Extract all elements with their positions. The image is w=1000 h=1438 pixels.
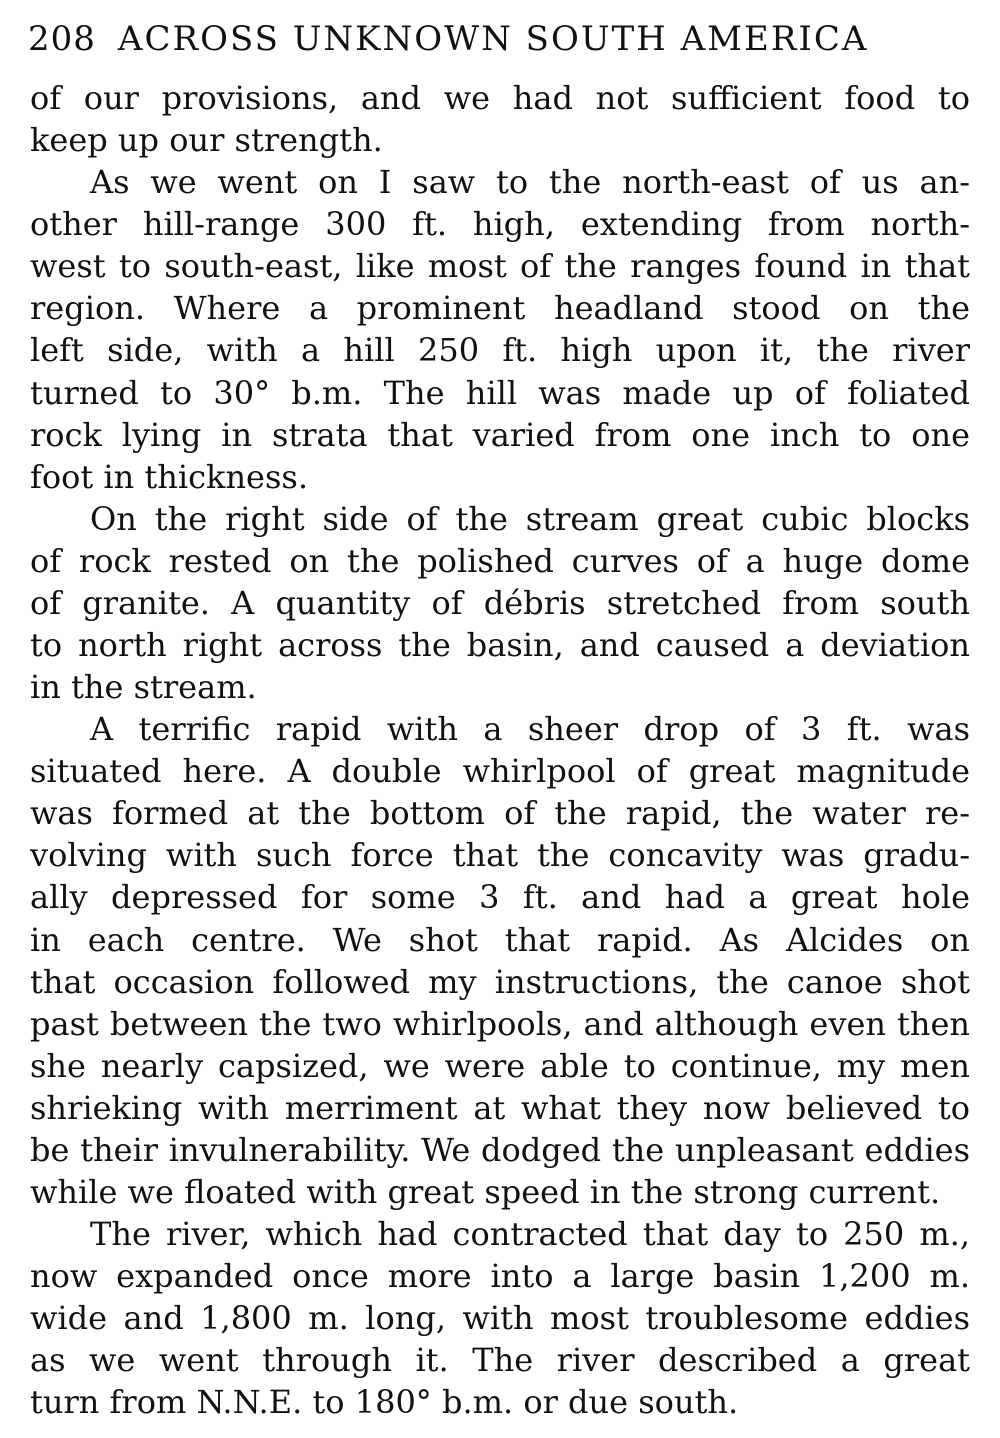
running-head [28,14,968,64]
text-line: other hill-range 300 ft. high, extending from north- [30,205,970,244]
text-line: rock lying in strata that varied from one inch to one [30,415,970,454]
text-line: in each centre. We shot that rapid. As Alcides on [30,920,970,959]
text-line: be their invulnerability. We dodged the unpleasant eddies [30,1130,970,1169]
paragraph-first-line: On the right side of the stream great cubic blocks [90,499,970,538]
page-number: 208 [28,19,96,59]
text-line: foot in thickness. [30,457,308,496]
running-title: ACROSS UNKNOWN SOUTH AMERICA [117,19,869,59]
text-line: now expanded once more into a large basin 1,200 m. [30,1257,970,1296]
text-line: volving with such force that the concavity was gradu- [30,836,970,875]
text-line: of rock rested on the polished curves of a huge dome [30,541,970,580]
text-line: shrieking with merriment at what they now believed to [30,1088,970,1127]
text-line: ally depressed for some 3 ft. and had a great hole [30,878,970,917]
text-line: of our provisions, and we had not sufficient food to [30,79,970,117]
text-line: was formed at the bottom of the rapid, the water re- [30,794,970,833]
text-line: while we floated with great speed in the strong current. [30,1173,941,1212]
text-line: turned to 30° b.m. The hill was made up of foliated [30,373,970,412]
text-line: as we went through it. The river described a great [30,1341,970,1380]
text-line: left side, with a hill 250 ft. high upon it, the river [30,331,970,370]
text-line: turn from N.N.E. to 180° b.m. or due south. [30,1383,739,1422]
text-line: past between the two whirlpools, and although even then [30,1004,970,1043]
text-line: in the stream. [30,668,257,707]
text-line: region. Where a prominent headland stood on the [30,289,970,328]
text-line: wide and 1,800 m. long, with most troublesome eddies [30,1299,970,1338]
text-line: she nearly capsized, we were able to continue, my men [30,1046,970,1085]
paragraph-first-line: As we went on I saw to the north-east of us an- [90,163,970,202]
text-line: situated here. A double whirlpool of great magnitude [30,752,970,791]
text-line: that occasion followed my instructions, the canoe shot [30,962,970,1001]
text-line: to north right across the basin, and caused a deviation [30,626,970,665]
body-text [30,77,970,1424]
text-line: west to south-east, like most of the ranges found in that [30,247,970,286]
paragraph-first-line: The river, which had contracted that day to 250 m., [90,1215,970,1254]
paragraph-first-line: A terrific rapid with a sheer drop of 3 ft. was [90,710,970,749]
text-line: keep up our strength. [30,121,383,160]
text-line: of granite. A quantity of débris stretched from south [30,583,970,622]
